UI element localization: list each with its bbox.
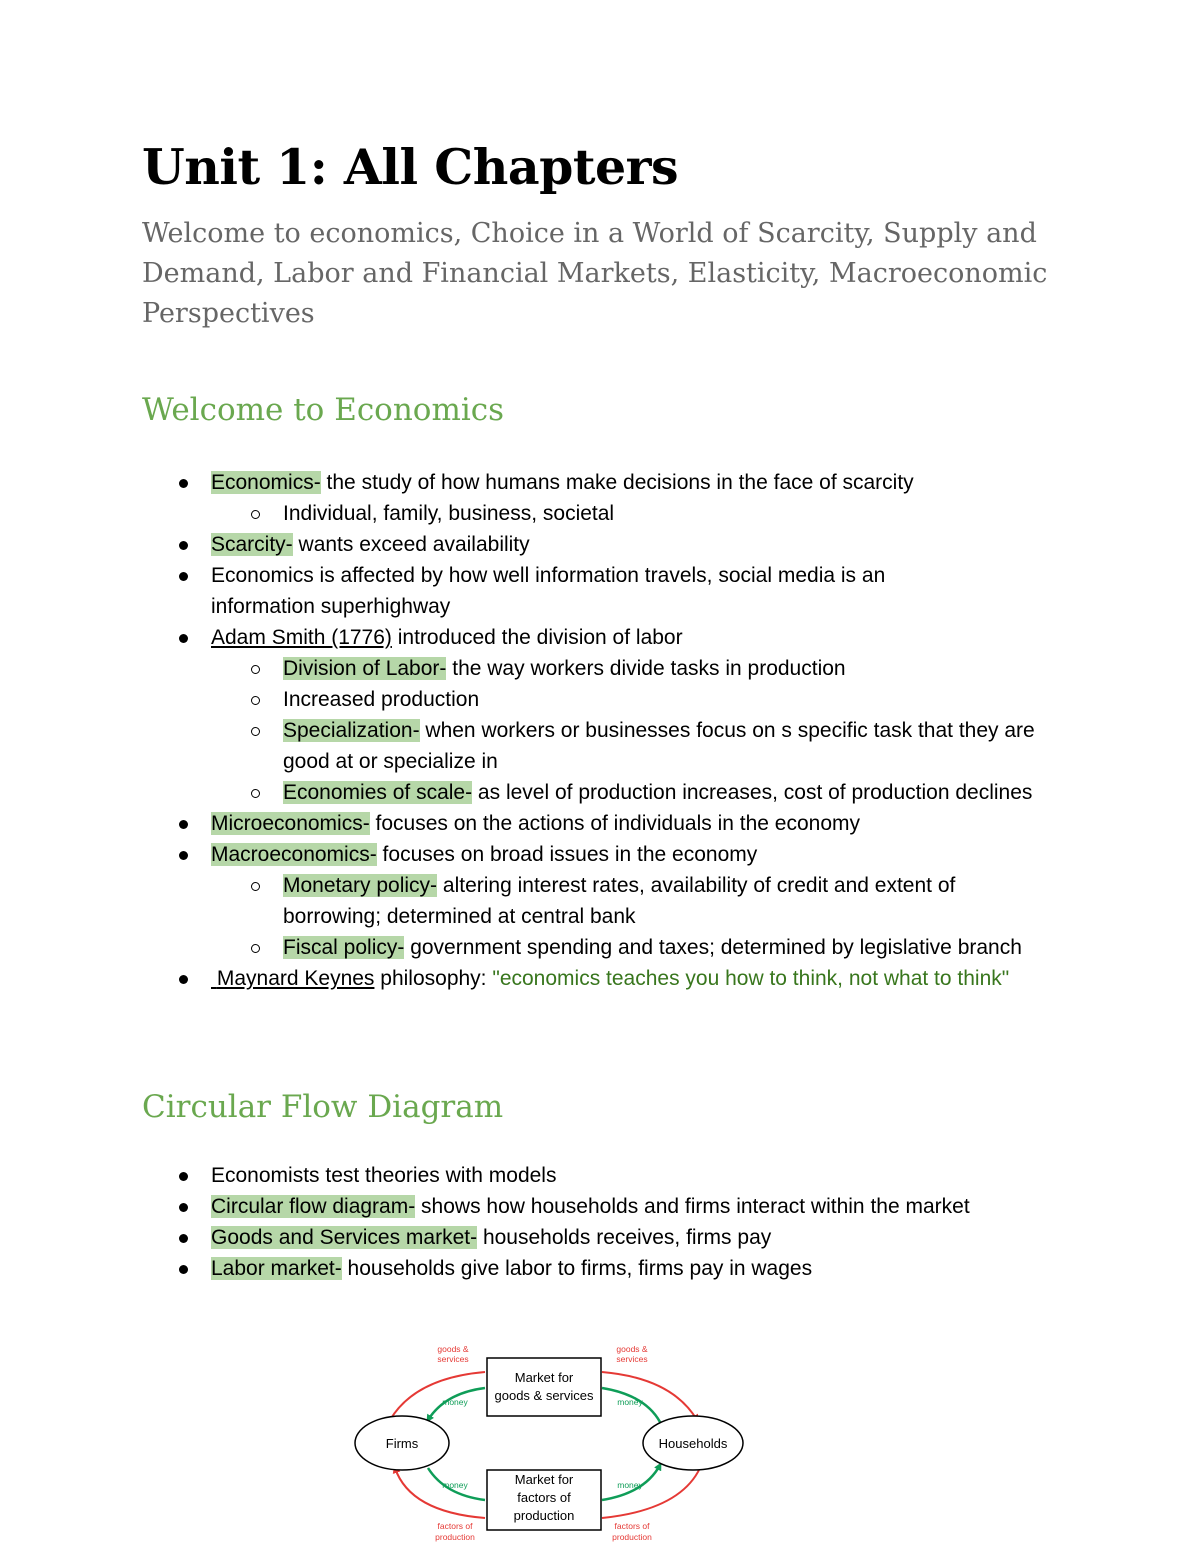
- list-item: [0, 498, 1200, 529]
- term-highlight: Economies of scale-: [283, 781, 473, 804]
- goods-market-label-line2: goods & services: [494, 1388, 594, 1403]
- factors-production-label-right-1: factors of: [614, 1521, 650, 1531]
- list-item: [0, 1222, 1200, 1253]
- definition: altering interest rates, availability of credit and extent of borrowing; determined at central bank: [283, 874, 956, 928]
- term-highlight: Labor market-: [211, 1257, 342, 1280]
- term-highlight: Macroeconomics-: [211, 843, 377, 866]
- definition: government spending and taxes; determined by legislative branch: [404, 936, 1022, 959]
- section-heading-welcome: Welcome to Economics: [142, 392, 505, 428]
- item-text: philosophy:: [374, 967, 493, 990]
- term-highlight: Specialization-: [283, 719, 420, 742]
- definition: as level of production increases, cost of production declines: [472, 781, 1033, 804]
- factors-production-label-left-1: factors of: [437, 1521, 473, 1531]
- list-item: [0, 870, 1200, 932]
- factors-flow-arrow-right: [602, 1468, 700, 1518]
- item-text: Individual, family, business, societal: [283, 502, 615, 525]
- goods-services-label-right-1: goods &: [616, 1344, 648, 1354]
- goods-market-box: [487, 1358, 601, 1416]
- definition: when workers or businesses focus on s specific task that they are good at or specialize in: [283, 719, 1035, 773]
- goods-services-label-left-1: goods &: [437, 1344, 469, 1354]
- section-heading-circular-flow: Circular Flow Diagram: [142, 1089, 504, 1125]
- definition: introduced the division of labor: [391, 626, 683, 649]
- factors-market-label-line3: production: [513, 1508, 575, 1523]
- term-highlight: Division of Labor-: [283, 657, 447, 680]
- goods-services-label-left-2: services: [437, 1354, 469, 1364]
- list-item: [0, 839, 1200, 870]
- money-label-bottom-right: money: [617, 1480, 643, 1490]
- list-item: [0, 963, 1200, 994]
- definition: households receives, firms pay: [477, 1226, 772, 1249]
- item-text: Economics is affected by how well information travels, social media is an information superhighway: [211, 564, 886, 618]
- list-item: [0, 684, 1200, 715]
- definition: wants exceed availability: [292, 533, 530, 556]
- welcome-list: [0, 467, 1200, 994]
- adam-smith-link[interactable]: Adam Smith (1776): [211, 626, 392, 649]
- page-subtitle: Welcome to economics, Choice in a World of Scarcity, Supply and Demand, Labor and Financial Markets, Elasticity, Macroeconomic Perspectives: [142, 218, 1048, 329]
- list-item: [0, 1191, 1200, 1222]
- item-text: Economists test theories with models: [211, 1164, 557, 1187]
- circular-flow-list: [0, 1160, 1200, 1284]
- money-label-top-left: money: [442, 1397, 468, 1407]
- money-label-bottom-left: money: [442, 1480, 468, 1490]
- term-highlight: Economics-: [211, 471, 321, 494]
- list-item: [0, 529, 1200, 560]
- definition: the study of how humans make decisions in the face of scarcity: [320, 471, 914, 494]
- definition: households give labor to firms, firms pay in wages: [341, 1257, 813, 1280]
- factors-production-label-left-2: production: [435, 1532, 475, 1542]
- money-label-top-right: money: [617, 1397, 643, 1407]
- term-highlight: Scarcity-: [211, 533, 293, 556]
- list-item: [0, 1160, 1200, 1191]
- definition: focuses on the actions of individuals in the economy: [369, 812, 860, 835]
- definition: the way workers divide tasks in production: [446, 657, 846, 680]
- term-highlight: Monetary policy-: [283, 874, 438, 897]
- term-highlight: Circular flow diagram-: [211, 1195, 416, 1218]
- keynes-link[interactable]: Maynard Keynes: [211, 967, 375, 990]
- households-label: Households: [658, 1436, 728, 1451]
- goods-market-label-line1: Market for: [514, 1370, 574, 1385]
- term-highlight: Fiscal policy-: [283, 936, 405, 959]
- definition: focuses on broad issues in the economy: [376, 843, 758, 866]
- factors-flow-arrow-left: [395, 1468, 485, 1518]
- goods-flow-arrow-left: [390, 1372, 485, 1420]
- page-title: Unit 1: All Chapters: [142, 138, 679, 196]
- term-highlight: Goods and Services market-: [211, 1226, 478, 1249]
- goods-services-label-right-2: services: [616, 1354, 648, 1364]
- goods-flow-arrow-right: [602, 1372, 697, 1420]
- list-item: [0, 653, 1200, 684]
- item-text: Increased production: [283, 688, 480, 711]
- list-item: [0, 715, 1200, 777]
- list-item: [0, 560, 1200, 622]
- list-item: [0, 622, 1200, 653]
- term-highlight: Microeconomics-: [211, 812, 370, 835]
- factors-production-label-right-2: production: [612, 1532, 652, 1542]
- keynes-quote: "economics teaches you how to think, not what to think": [492, 967, 1010, 990]
- list-item: [0, 467, 1200, 498]
- list-item: [0, 777, 1200, 808]
- list-item: [0, 932, 1200, 963]
- firms-label: Firms: [385, 1436, 419, 1451]
- definition: shows how households and firms interact within the market: [415, 1195, 970, 1218]
- list-item: [0, 1253, 1200, 1284]
- circular-flow-diagram: [350, 1340, 750, 1550]
- factors-market-label-line2: factors of: [517, 1490, 571, 1505]
- list-item: [0, 808, 1200, 839]
- factors-market-label-line1: Market for: [514, 1472, 574, 1487]
